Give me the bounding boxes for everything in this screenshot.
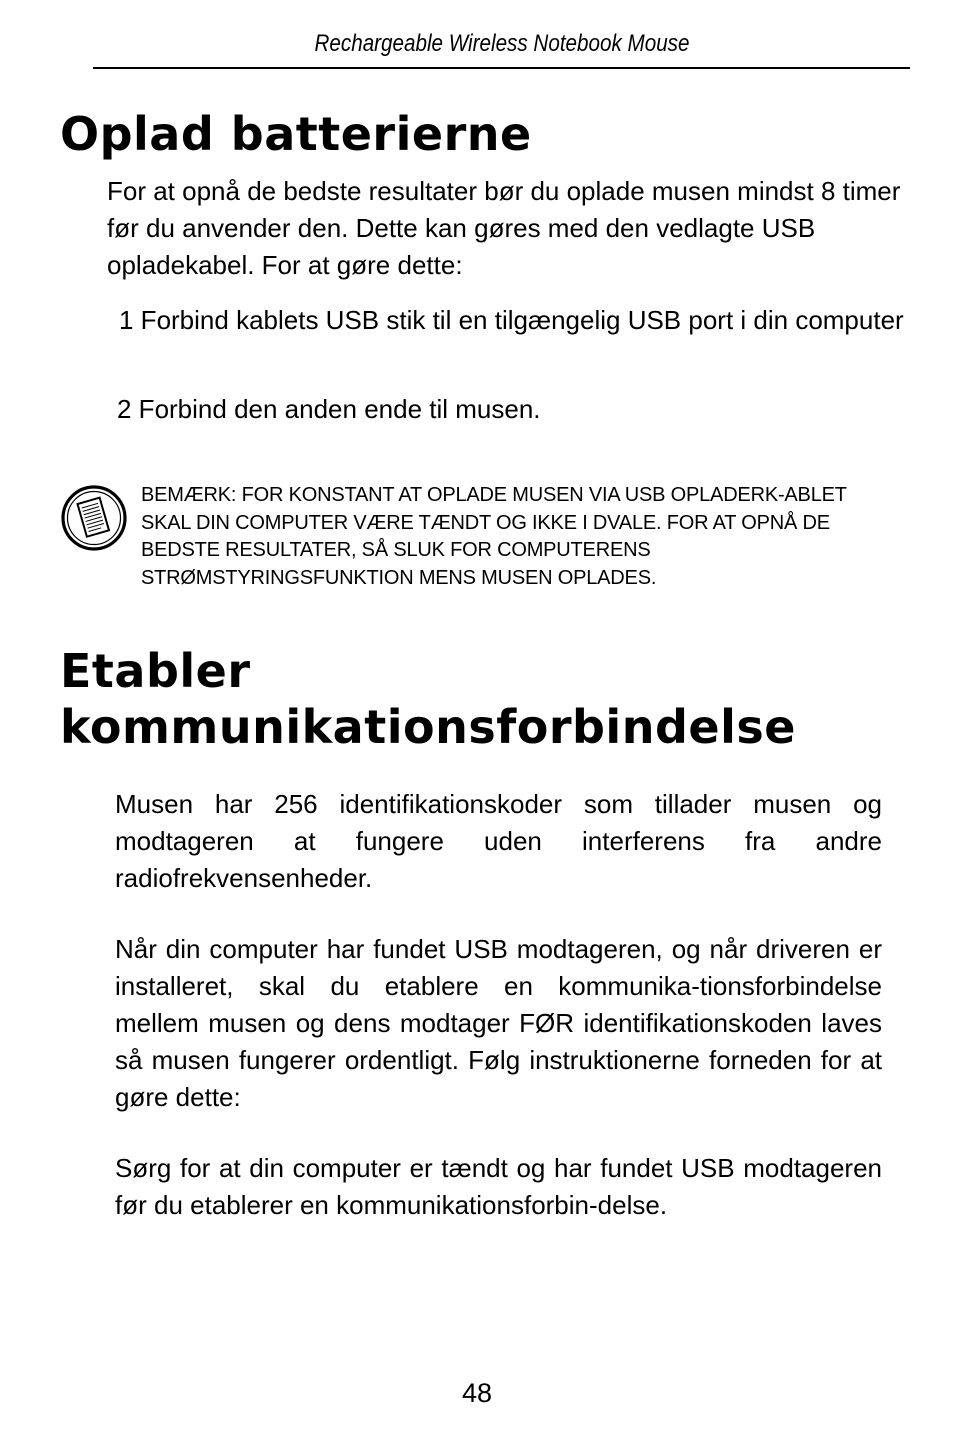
section-heading-charge: Oplad batterierne [60, 107, 532, 161]
running-header: Rechargeable Wireless Notebook Mouse [314, 30, 690, 57]
heading-line-2: kommunikationsforbindelse [60, 700, 796, 754]
comm-paragraph-1: Musen har 256 identifikationskoder som tillader musen og modtageren at fungere uden interferens fra andre radiofrekvensenheder. [115, 789, 882, 893]
note-icon [60, 484, 128, 552]
page-number: 48 [461, 1378, 493, 1408]
step-1: 1 Forbind kablets USB stik til en tilgængelig USB port i din computer [119, 305, 904, 335]
comm-paragraph-3: Sørg for at din computer er tændt og har fundet USB modtageren før du etablerer en kommunikationsforbin-delse. [115, 1153, 882, 1220]
step-2: 2 Forbind den anden ende til musen. [117, 394, 541, 424]
heading-line-1: Etabler [60, 644, 251, 698]
header-rule [93, 67, 910, 69]
charge-intro-paragraph: For at opnå de bedste resultater bør du oplade musen mindst 8 timer før du anvender den. Dette kan gøres med den vedlagte USB opladekabel. For at gøre dette: [107, 176, 901, 280]
section-heading-communication [60, 643, 940, 755]
note-text: BEMÆRK: FOR KONSTANT AT OPLADE MUSEN VIA USB OPLADERK-ABLET SKAL DIN COMPUTER VÆRE TÆNDT OG IKKE I DVALE. FOR AT OPNÅ DE BEDSTE RESULTATER, SÅ SLUK FOR COMPUTERENS STRØMSTYRINGSFUNKTION MENS MUSEN OPLADES. [141, 484, 847, 589]
comm-paragraph-2: Når din computer har fundet USB modtageren, og når driveren er installeret, skal du etablere en kommunika-tionsforbindelse mellem musen og dens modtager FØR identifikationskoden laves så musen fungerer ordentligt. Følg instruktionerne forneden for at gøre dette: [115, 934, 882, 1112]
